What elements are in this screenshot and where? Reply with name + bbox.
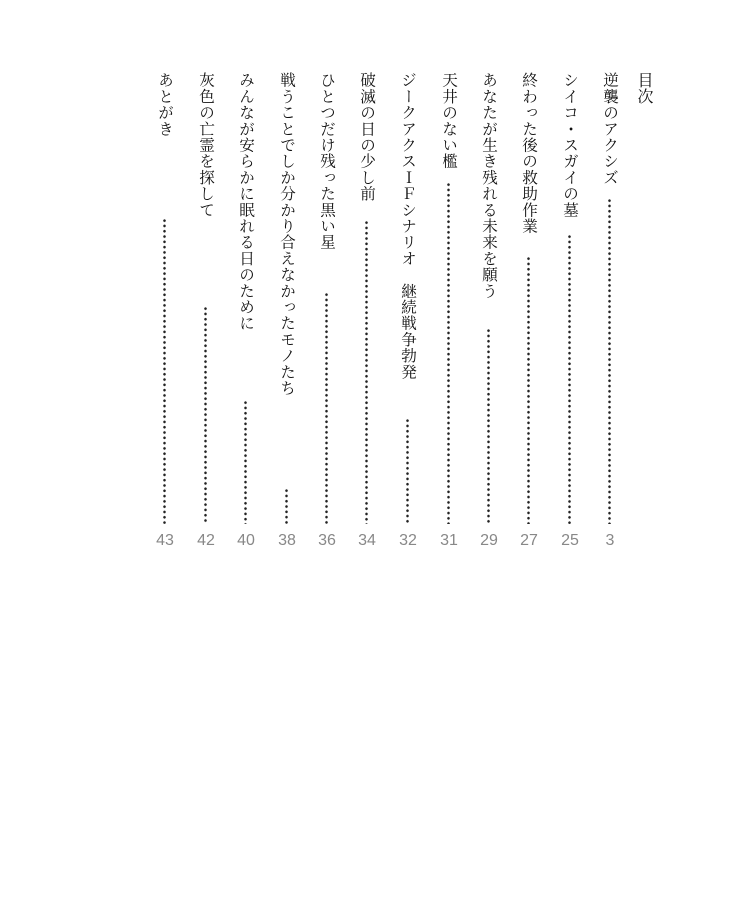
dot-leader — [285, 488, 288, 524]
entry-title[interactable]: 天井のない檻 — [440, 72, 458, 170]
entry-title[interactable]: ひとつだけ残った黒い星 — [318, 72, 336, 251]
dot-leader — [568, 234, 571, 524]
toc-entry[interactable] — [517, 72, 541, 549]
page-number: 29 — [480, 532, 498, 549]
dot-leader — [608, 198, 611, 524]
page-number: 27 — [520, 532, 538, 549]
dot-leader — [527, 256, 530, 524]
toc-entry[interactable] — [234, 72, 258, 549]
page-number: 31 — [440, 532, 458, 549]
toc-entry[interactable] — [558, 72, 582, 549]
toc-entry[interactable] — [315, 72, 339, 549]
page-number: 25 — [561, 532, 579, 549]
entry-title[interactable]: あなたが生き残れる未来を願う — [480, 72, 498, 299]
dot-leader — [487, 328, 490, 524]
dot-leader — [365, 220, 368, 524]
page-number: 36 — [318, 532, 336, 549]
entry-title[interactable]: シイコ・スガイの墓 — [561, 72, 579, 218]
entry-title[interactable]: 破滅の日の少し前 — [358, 72, 376, 202]
entry-title[interactable]: みんなが安らかに眠れる日のために — [237, 72, 255, 332]
dot-leader — [447, 182, 450, 524]
page-number: 40 — [237, 532, 255, 549]
entry-title[interactable]: 逆襲のアクシズ — [601, 72, 619, 186]
entry-title[interactable]: 終わった後の救助作業 — [520, 72, 538, 234]
page-number: 38 — [278, 532, 296, 549]
toc-entry[interactable] — [437, 72, 461, 549]
entry-title[interactable]: あとがき — [156, 72, 174, 137]
page-number: 32 — [399, 532, 417, 549]
toc-title: 目次 — [635, 72, 654, 104]
toc-entry[interactable] — [194, 72, 218, 549]
entry-title[interactable]: ジークアクスＩＦシナリオ 継続戦争勃発 — [399, 72, 417, 380]
toc-entry[interactable] — [477, 72, 501, 549]
toc-entry[interactable] — [598, 72, 622, 549]
dot-leader — [325, 292, 328, 524]
page-number: 34 — [358, 532, 376, 549]
toc-entry[interactable] — [396, 72, 420, 549]
page-number: 43 — [156, 532, 174, 549]
entry-title[interactable]: 灰色の亡霊を探して — [197, 72, 215, 218]
toc-entry[interactable] — [153, 72, 177, 549]
toc-entry[interactable] — [275, 72, 299, 549]
toc-entry[interactable] — [355, 72, 379, 549]
page-number: 3 — [605, 532, 615, 549]
entry-title[interactable]: 戦うことでしか分かり合えなかったモノたち — [278, 72, 296, 396]
dot-leader — [163, 218, 166, 524]
dot-leader — [244, 400, 247, 524]
dot-leader — [406, 418, 409, 524]
page-number: 42 — [197, 532, 215, 549]
dot-leader — [204, 306, 207, 524]
